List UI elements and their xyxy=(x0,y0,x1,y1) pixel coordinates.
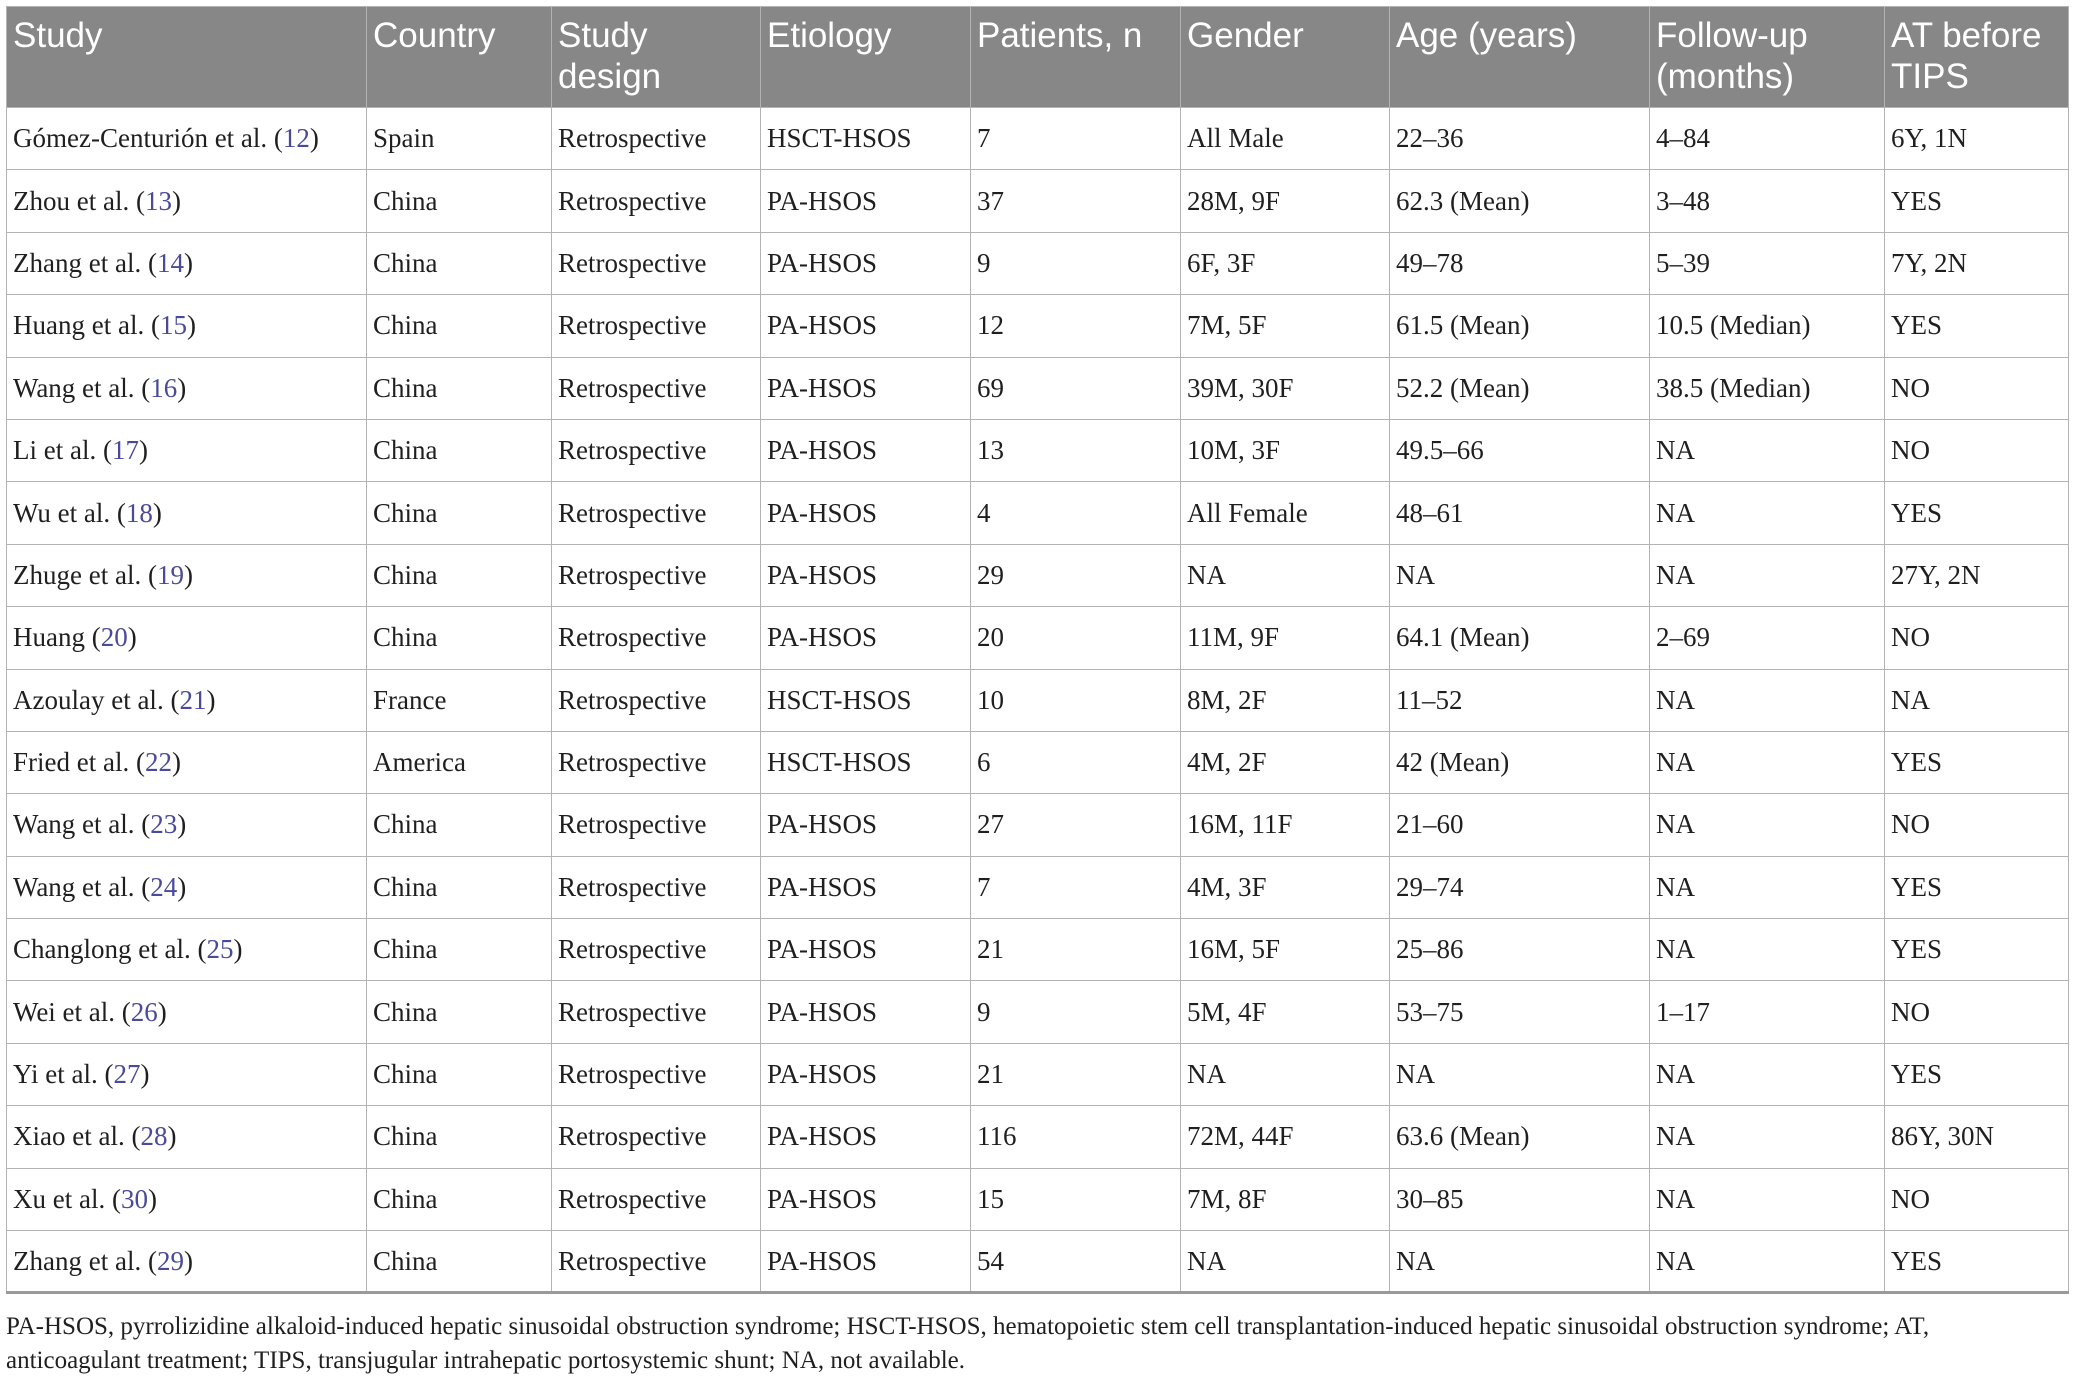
study-cell xyxy=(7,1231,367,1293)
followup-cell: NA xyxy=(1650,1043,1885,1105)
study-cell xyxy=(7,856,367,918)
design-cell: Retrospective xyxy=(552,482,761,544)
study-author: Wang et al. ( xyxy=(13,809,151,840)
design-cell: Retrospective xyxy=(552,669,761,731)
etiology-cell: PA-HSOS xyxy=(761,1231,971,1293)
gender-cell: 7M, 5F xyxy=(1181,295,1390,357)
patients-cell: 7 xyxy=(971,108,1181,170)
design-cell: Retrospective xyxy=(552,1043,761,1105)
at-cell: NO xyxy=(1885,981,2069,1043)
study-author: Xiao et al. ( xyxy=(13,1121,141,1152)
table-footnote: PA-HSOS, pyrrolizidine alkaloid-induced hepatic sinusoidal obstruction syndrome; HSCT-HSOS, hematopoietic stem cell transplantation-induced hepatic sinusoidal obstruction syndrome; AT, anticoagulant treatment; TIPS, transjugular intrahepatic portosystemic shunt; NA, not available. xyxy=(6,1313,1930,1374)
etiology-cell: PA-HSOS xyxy=(761,981,971,1043)
header-country xyxy=(367,7,552,108)
followup-cell: 10.5 (Median) xyxy=(1650,295,1885,357)
country-cell: China xyxy=(367,856,552,918)
reference-link[interactable]: 22 xyxy=(144,747,172,778)
patients-cell: 37 xyxy=(971,170,1181,232)
study-cell xyxy=(7,1168,367,1230)
reference-link[interactable]: 27 xyxy=(113,1059,141,1090)
age-cell: 30–85 xyxy=(1390,1168,1650,1230)
reference-link[interactable]: 20 xyxy=(100,622,128,653)
gender-cell: All Female xyxy=(1181,482,1390,544)
design-cell: Retrospective xyxy=(552,794,761,856)
gender-cell: 6F, 3F xyxy=(1181,232,1390,294)
study-author: Yi et al. ( xyxy=(13,1059,114,1090)
gender-cell: 4M, 3F xyxy=(1181,856,1390,918)
study-cell xyxy=(7,794,367,856)
gender-cell: NA xyxy=(1181,1231,1390,1293)
design-cell: Retrospective xyxy=(552,419,761,481)
patients-cell: 9 xyxy=(971,981,1181,1043)
at-cell: YES xyxy=(1885,1043,2069,1105)
study-author: Azoulay et al. ( xyxy=(13,684,180,715)
study-author: Wang et al. ( xyxy=(13,372,151,403)
gender-cell: 16M, 5F xyxy=(1181,919,1390,981)
followup-cell: NA xyxy=(1650,1106,1885,1168)
design-cell: Retrospective xyxy=(552,357,761,419)
header-line: AT before xyxy=(1891,16,2042,55)
header-line: Etiology xyxy=(767,16,892,55)
etiology-cell: PA-HSOS xyxy=(761,1168,971,1230)
age-cell: 49–78 xyxy=(1390,232,1650,294)
etiology-cell: PA-HSOS xyxy=(761,1106,971,1168)
table-row xyxy=(7,357,2069,419)
at-cell: NO xyxy=(1885,419,2069,481)
close-paren: ) xyxy=(186,310,196,341)
gender-cell: 39M, 30F xyxy=(1181,357,1390,419)
at-cell: NO xyxy=(1885,1168,2069,1230)
followup-cell: NA xyxy=(1650,919,1885,981)
header-patients xyxy=(971,7,1181,108)
gender-cell: NA xyxy=(1181,544,1390,606)
study-author: Gómez-Centurión et al. ( xyxy=(13,123,283,154)
country-cell: China xyxy=(367,1168,552,1230)
header-line: Country xyxy=(373,16,496,55)
close-paren: ) xyxy=(171,185,181,216)
patients-cell: 29 xyxy=(971,544,1181,606)
age-cell: 63.6 (Mean) xyxy=(1390,1106,1650,1168)
country-cell: China xyxy=(367,1043,552,1105)
close-paren: ) xyxy=(138,435,148,466)
followup-cell: NA xyxy=(1650,482,1885,544)
design-cell: Retrospective xyxy=(552,544,761,606)
country-cell: Spain xyxy=(367,108,552,170)
country-cell: China xyxy=(367,1106,552,1168)
table-container xyxy=(6,6,2068,1294)
study-author: Huang ( xyxy=(13,622,101,653)
followup-cell: NA xyxy=(1650,1168,1885,1230)
gender-cell: 10M, 3F xyxy=(1181,419,1390,481)
followup-cell: 4–84 xyxy=(1650,108,1885,170)
study-cell xyxy=(7,295,367,357)
design-cell: Retrospective xyxy=(552,170,761,232)
design-cell: Retrospective xyxy=(552,295,761,357)
etiology-cell: PA-HSOS xyxy=(761,919,971,981)
gender-cell: 28M, 9F xyxy=(1181,170,1390,232)
gender-cell: All Male xyxy=(1181,108,1390,170)
design-cell: Retrospective xyxy=(552,731,761,793)
at-cell: YES xyxy=(1885,856,2069,918)
header-line: Follow-up xyxy=(1656,16,1808,55)
reference-link[interactable]: 16 xyxy=(150,372,178,403)
age-cell: NA xyxy=(1390,1231,1650,1293)
header-follow-up xyxy=(1650,7,1885,108)
header-line: (months) xyxy=(1656,57,1795,96)
study-cell xyxy=(7,731,367,793)
age-cell: NA xyxy=(1390,544,1650,606)
followup-cell: 2–69 xyxy=(1650,607,1885,669)
etiology-cell: PA-HSOS xyxy=(761,170,971,232)
etiology-cell: PA-HSOS xyxy=(761,607,971,669)
header-line: Study xyxy=(558,16,648,55)
reference-link[interactable]: 21 xyxy=(179,684,207,715)
study-author: Changlong et al. ( xyxy=(13,934,207,965)
followup-cell: 38.5 (Median) xyxy=(1650,357,1885,419)
country-cell: China xyxy=(367,794,552,856)
study-author: Wu et al. ( xyxy=(13,497,126,528)
at-cell: YES xyxy=(1885,1231,2069,1293)
reference-link[interactable]: 15 xyxy=(159,310,187,341)
etiology-cell: PA-HSOS xyxy=(761,1043,971,1105)
age-cell: 52.2 (Mean) xyxy=(1390,357,1650,419)
table-row xyxy=(7,482,2069,544)
header-at-before-tips xyxy=(1885,7,2069,108)
country-cell: China xyxy=(367,232,552,294)
patients-cell: 13 xyxy=(971,419,1181,481)
table-row xyxy=(7,544,2069,606)
study-cell xyxy=(7,1106,367,1168)
study-author: Xu et al. ( xyxy=(13,1183,121,1214)
etiology-cell: HSCT-HSOS xyxy=(761,108,971,170)
design-cell: Retrospective xyxy=(552,1231,761,1293)
close-paren: ) xyxy=(167,1121,177,1152)
etiology-cell: HSCT-HSOS xyxy=(761,731,971,793)
etiology-cell: PA-HSOS xyxy=(761,232,971,294)
followup-cell: NA xyxy=(1650,1231,1885,1293)
study-cell xyxy=(7,482,367,544)
close-paren: ) xyxy=(177,809,187,840)
design-cell: Retrospective xyxy=(552,607,761,669)
reference-link[interactable]: 12 xyxy=(282,123,310,154)
study-cell xyxy=(7,1043,367,1105)
study-author: Fried et al. ( xyxy=(13,747,145,778)
close-paren: ) xyxy=(147,1183,157,1214)
table-row xyxy=(7,419,2069,481)
gender-cell: 5M, 4F xyxy=(1181,981,1390,1043)
study-cell xyxy=(7,232,367,294)
at-cell: YES xyxy=(1885,919,2069,981)
design-cell: Retrospective xyxy=(552,232,761,294)
reference-link[interactable]: 28 xyxy=(140,1121,168,1152)
country-cell: China xyxy=(367,544,552,606)
country-cell: France xyxy=(367,669,552,731)
reference-link[interactable]: 25 xyxy=(206,934,234,965)
at-cell: NA xyxy=(1885,669,2069,731)
age-cell: NA xyxy=(1390,1043,1650,1105)
at-cell: YES xyxy=(1885,731,2069,793)
country-cell: China xyxy=(367,419,552,481)
reference-link[interactable]: 13 xyxy=(144,185,172,216)
country-cell: China xyxy=(367,919,552,981)
patients-cell: 54 xyxy=(971,1231,1181,1293)
study-cell xyxy=(7,607,367,669)
gender-cell: NA xyxy=(1181,1043,1390,1105)
patients-cell: 7 xyxy=(971,856,1181,918)
patients-cell: 21 xyxy=(971,919,1181,981)
table-row xyxy=(7,856,2069,918)
table-body xyxy=(7,108,2069,1293)
header-age xyxy=(1390,7,1650,108)
at-cell: NO xyxy=(1885,607,2069,669)
etiology-cell: PA-HSOS xyxy=(761,544,971,606)
gender-cell: 72M, 44F xyxy=(1181,1106,1390,1168)
etiology-cell: HSCT-HSOS xyxy=(761,669,971,731)
age-cell: 61.5 (Mean) xyxy=(1390,295,1650,357)
study-cell xyxy=(7,357,367,419)
table-row xyxy=(7,295,2069,357)
header-row xyxy=(7,7,2069,108)
patients-cell: 69 xyxy=(971,357,1181,419)
close-paren: ) xyxy=(309,123,319,154)
at-cell: YES xyxy=(1885,482,2069,544)
country-cell: China xyxy=(367,170,552,232)
table-row xyxy=(7,232,2069,294)
at-cell: YES xyxy=(1885,170,2069,232)
followup-cell: NA xyxy=(1650,794,1885,856)
at-cell: NO xyxy=(1885,357,2069,419)
etiology-cell: PA-HSOS xyxy=(761,357,971,419)
table-row xyxy=(7,1168,2069,1230)
header-line: Gender xyxy=(1187,16,1304,55)
age-cell: 29–74 xyxy=(1390,856,1650,918)
patients-cell: 116 xyxy=(971,1106,1181,1168)
study-cell xyxy=(7,544,367,606)
etiology-cell: PA-HSOS xyxy=(761,856,971,918)
design-cell: Retrospective xyxy=(552,856,761,918)
gender-cell: 11M, 9F xyxy=(1181,607,1390,669)
study-author: Wei et al. ( xyxy=(13,996,131,1027)
age-cell: 22–36 xyxy=(1390,108,1650,170)
table-row xyxy=(7,170,2069,232)
reference-link[interactable]: 30 xyxy=(120,1183,148,1214)
study-cell xyxy=(7,419,367,481)
table-row xyxy=(7,1043,2069,1105)
country-cell: America xyxy=(367,731,552,793)
patients-cell: 9 xyxy=(971,232,1181,294)
age-cell: 48–61 xyxy=(1390,482,1650,544)
header-study-design xyxy=(552,7,761,108)
country-cell: China xyxy=(367,607,552,669)
followup-cell: 3–48 xyxy=(1650,170,1885,232)
age-cell: 21–60 xyxy=(1390,794,1650,856)
table-row xyxy=(7,919,2069,981)
close-paren: ) xyxy=(206,684,216,715)
close-paren: ) xyxy=(127,622,137,653)
gender-cell: 16M, 11F xyxy=(1181,794,1390,856)
followup-cell: NA xyxy=(1650,419,1885,481)
followup-cell: NA xyxy=(1650,731,1885,793)
header-line: design xyxy=(558,57,662,96)
gender-cell: 4M, 2F xyxy=(1181,731,1390,793)
close-paren: ) xyxy=(177,871,187,902)
followup-cell: 5–39 xyxy=(1650,232,1885,294)
header-gender xyxy=(1181,7,1390,108)
close-paren: ) xyxy=(183,1245,193,1276)
study-author: Wang et al. ( xyxy=(13,871,151,902)
followup-cell: NA xyxy=(1650,856,1885,918)
at-cell: NO xyxy=(1885,794,2069,856)
table-row xyxy=(7,669,2069,731)
reference-link[interactable]: 29 xyxy=(156,1245,184,1276)
patients-cell: 4 xyxy=(971,482,1181,544)
gender-cell: 8M, 2F xyxy=(1181,669,1390,731)
reference-link[interactable]: 26 xyxy=(130,996,158,1027)
study-author: Zhuge et al. ( xyxy=(13,559,157,590)
country-cell: China xyxy=(367,482,552,544)
age-cell: 62.3 (Mean) xyxy=(1390,170,1650,232)
header-line: Age (years) xyxy=(1396,16,1577,55)
study-cell xyxy=(7,170,367,232)
followup-cell: NA xyxy=(1650,544,1885,606)
reference-link[interactable]: 24 xyxy=(150,871,178,902)
design-cell: Retrospective xyxy=(552,1168,761,1230)
header-line: Patients, n xyxy=(977,16,1143,55)
close-paren: ) xyxy=(157,996,167,1027)
patients-cell: 12 xyxy=(971,295,1181,357)
close-paren: ) xyxy=(171,747,181,778)
close-paren: ) xyxy=(233,934,243,965)
studies-table xyxy=(6,6,2069,1294)
patients-cell: 6 xyxy=(971,731,1181,793)
design-cell: Retrospective xyxy=(552,1106,761,1168)
table-row xyxy=(7,794,2069,856)
country-cell: China xyxy=(367,1231,552,1293)
country-cell: China xyxy=(367,295,552,357)
close-paren: ) xyxy=(152,497,162,528)
reference-link[interactable]: 18 xyxy=(125,497,153,528)
at-cell: 6Y, 1N xyxy=(1885,108,2069,170)
header-etiology xyxy=(761,7,971,108)
reference-link[interactable]: 17 xyxy=(111,435,139,466)
patients-cell: 20 xyxy=(971,607,1181,669)
age-cell: 64.1 (Mean) xyxy=(1390,607,1650,669)
reference-link[interactable]: 14 xyxy=(156,247,184,278)
age-cell: 53–75 xyxy=(1390,981,1650,1043)
reference-link[interactable]: 23 xyxy=(150,809,178,840)
etiology-cell: PA-HSOS xyxy=(761,482,971,544)
at-cell: 86Y, 30N xyxy=(1885,1106,2069,1168)
study-author: Zhou et al. ( xyxy=(13,185,145,216)
patients-cell: 21 xyxy=(971,1043,1181,1105)
etiology-cell: PA-HSOS xyxy=(761,419,971,481)
at-cell: YES xyxy=(1885,295,2069,357)
design-cell: Retrospective xyxy=(552,919,761,981)
country-cell: China xyxy=(367,981,552,1043)
patients-cell: 27 xyxy=(971,794,1181,856)
reference-link[interactable]: 19 xyxy=(156,559,184,590)
at-cell: 7Y, 2N xyxy=(1885,232,2069,294)
study-cell xyxy=(7,669,367,731)
table-row xyxy=(7,607,2069,669)
table-row xyxy=(7,1231,2069,1293)
age-cell: 11–52 xyxy=(1390,669,1650,731)
design-cell: Retrospective xyxy=(552,981,761,1043)
study-cell xyxy=(7,919,367,981)
table-row xyxy=(7,731,2069,793)
close-paren: ) xyxy=(177,372,187,403)
header-line: TIPS xyxy=(1891,57,1969,96)
close-paren: ) xyxy=(183,247,193,278)
study-author: Zhang et al. ( xyxy=(13,247,157,278)
patients-cell: 15 xyxy=(971,1168,1181,1230)
table-row xyxy=(7,108,2069,170)
study-author: Zhang et al. ( xyxy=(13,1245,157,1276)
age-cell: 25–86 xyxy=(1390,919,1650,981)
patients-cell: 10 xyxy=(971,669,1181,731)
study-cell xyxy=(7,108,367,170)
table-row xyxy=(7,981,2069,1043)
age-cell: 49.5–66 xyxy=(1390,419,1650,481)
country-cell: China xyxy=(367,357,552,419)
table-row xyxy=(7,1106,2069,1168)
age-cell: 42 (Mean) xyxy=(1390,731,1650,793)
design-cell: Retrospective xyxy=(552,108,761,170)
study-cell xyxy=(7,981,367,1043)
etiology-cell: PA-HSOS xyxy=(761,794,971,856)
study-author: Huang et al. ( xyxy=(13,310,160,341)
header-study xyxy=(7,7,367,108)
close-paren: ) xyxy=(140,1059,150,1090)
study-author: Li et al. ( xyxy=(13,435,112,466)
followup-cell: 1–17 xyxy=(1650,981,1885,1043)
header-line: Study xyxy=(13,16,103,55)
close-paren: ) xyxy=(183,559,193,590)
gender-cell: 7M, 8F xyxy=(1181,1168,1390,1230)
at-cell: 27Y, 2N xyxy=(1885,544,2069,606)
etiology-cell: PA-HSOS xyxy=(761,295,971,357)
followup-cell: NA xyxy=(1650,669,1885,731)
